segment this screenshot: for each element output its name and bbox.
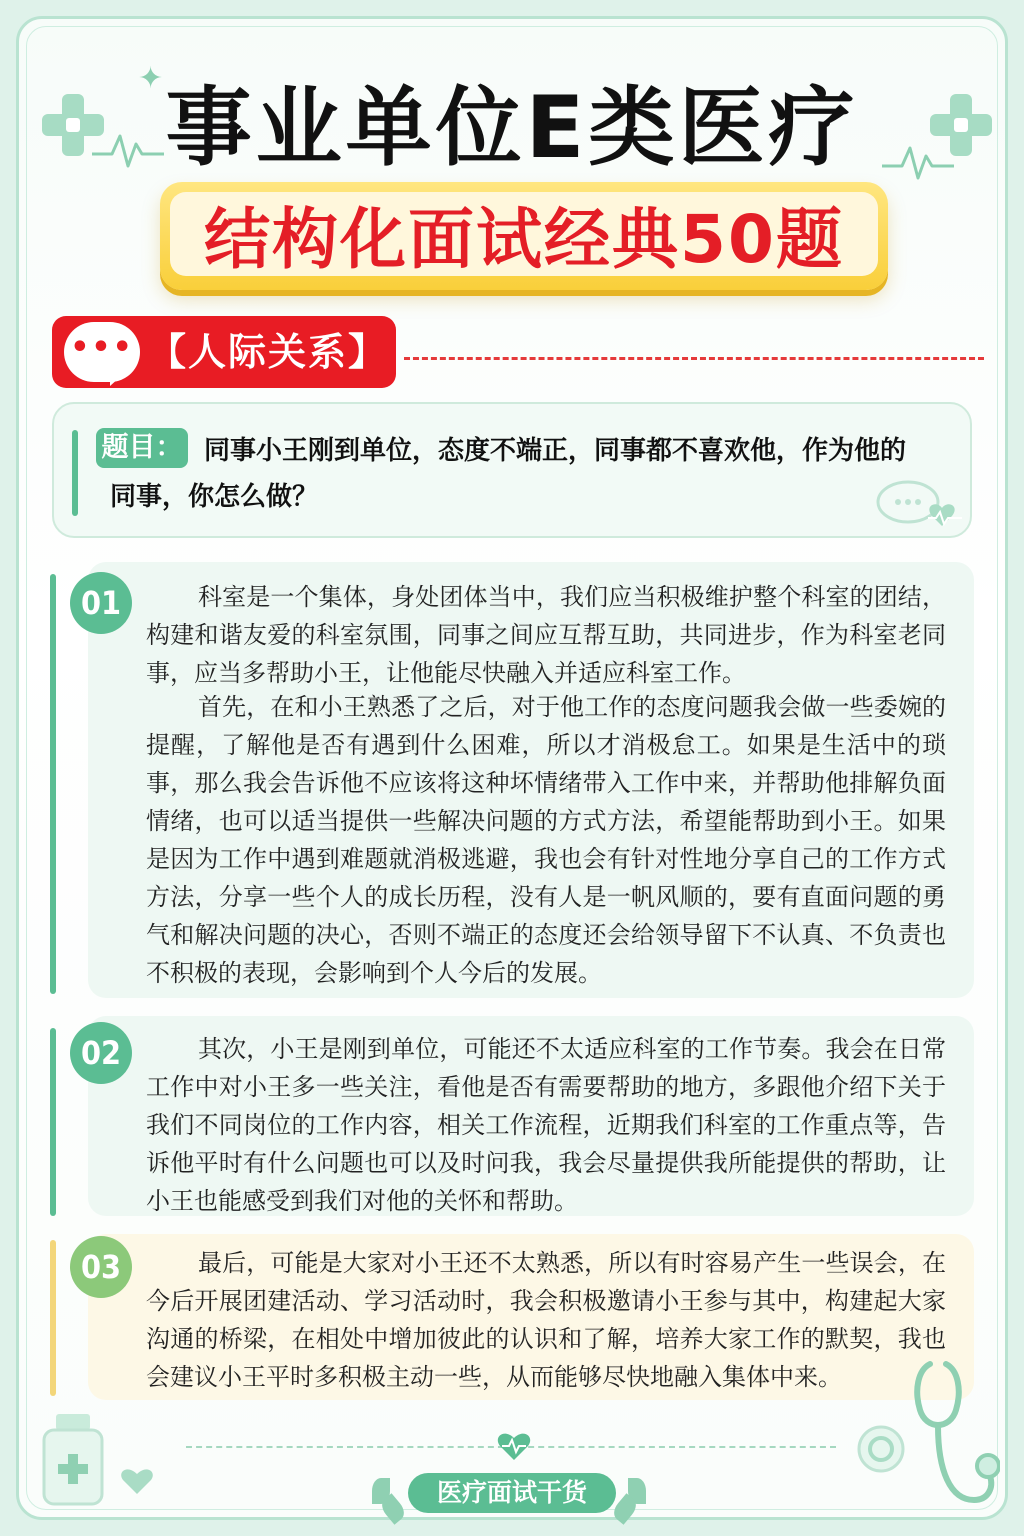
answer-number-03: 03	[70, 1236, 132, 1298]
question-accent-bar	[72, 430, 78, 516]
question-text: 同事小王刚到单位，态度不端正，同事都不喜欢他，作为他的同事，你怎么做？	[110, 436, 907, 512]
section-label: 【人际关系】	[148, 330, 389, 374]
medicine-bottle-icon	[34, 1410, 116, 1510]
answer-paragraph: 其次，小王是刚到单位，可能还不太适应科室的工作节奏。我会在日常工作中对小王多一些关注，看他是否有需要帮助的地方，多跟他介绍下关于我们不同岗位的工作内容，相关工作流程，近期我们科室的工作重点等，告诉他平时有什么问题也可以及时问我，我会尽量提供我所能提供的帮助，让小王也能感受到我们对他的关怀和帮助。	[146, 1035, 946, 1215]
heart-icon	[120, 1466, 154, 1496]
answer-accent-bar-03	[50, 1240, 56, 1396]
answer-accent-bar-02	[50, 1028, 56, 1216]
answer-paragraph: 首先，在和小王熟悉了之后，对于他工作的态度问题我会做一些委婉的提醒，了解他是否有遇到什么困难，所以才消极怠工。如果是生活中的琐事，那么我会告诉他不应该将这种坏情绪带入工作中来，并帮助他排解负面情绪，也可以适当提供一些解决问题的方式方法，希望能帮助到小王。如果是因为工作中遇到难题就消极逃避，我也会有针对性地分享自己的工作方式方法，分享一些个人的成长历程，没有人是一帆风顺的，要有直面问题的勇气和解决问题的决心，否则不端正的态度还会给领导留下不认真、不负责也不积极的表现，会影响到个人今后的发展。	[146, 693, 946, 987]
section-divider	[404, 357, 984, 360]
answer-number-01: 01	[70, 572, 132, 634]
chat-heart-icon	[872, 478, 966, 534]
page-subtitle: 结构化面试经典50题	[204, 200, 844, 278]
answer-paragraph: 科室是一个集体，身处团体当中，我们应当积极维护整个科室的团结，构建和谐友爱的科室氛围，同事之间应互帮互助，共同进步，作为科室老同事，应当多帮助小王，让他能尽快融入并适应科室工作。	[146, 583, 946, 687]
page-title: 事业单位E类医疗	[165, 78, 859, 178]
stethoscope-icon	[890, 1360, 1000, 1520]
footer-badge: 医疗面试干货	[408, 1473, 616, 1513]
sparkle-icon: ✦	[138, 61, 164, 96]
target-circle-icon	[856, 1424, 906, 1474]
answer-number-02: 02	[70, 1022, 132, 1084]
answer-accent-bar-01	[50, 574, 56, 994]
heartbeat-heart-icon	[496, 1430, 532, 1462]
answer-paragraph: 最后，可能是大家对小王还不太熟悉，所以有时容易产生一些误会，在今后开展团建活动、学习活动时，我会积极邀请小王参与其中，构建起大家沟通的桥梁，在相处中增加彼此的认识和了解，培养大家工作的默契，我也会建议小王平时多积极主动一些，从而能够尽快地融入集体中来。	[146, 1249, 946, 1391]
question-tag: 题目：	[96, 428, 188, 468]
chat-bubble-icon: •••	[64, 322, 140, 382]
